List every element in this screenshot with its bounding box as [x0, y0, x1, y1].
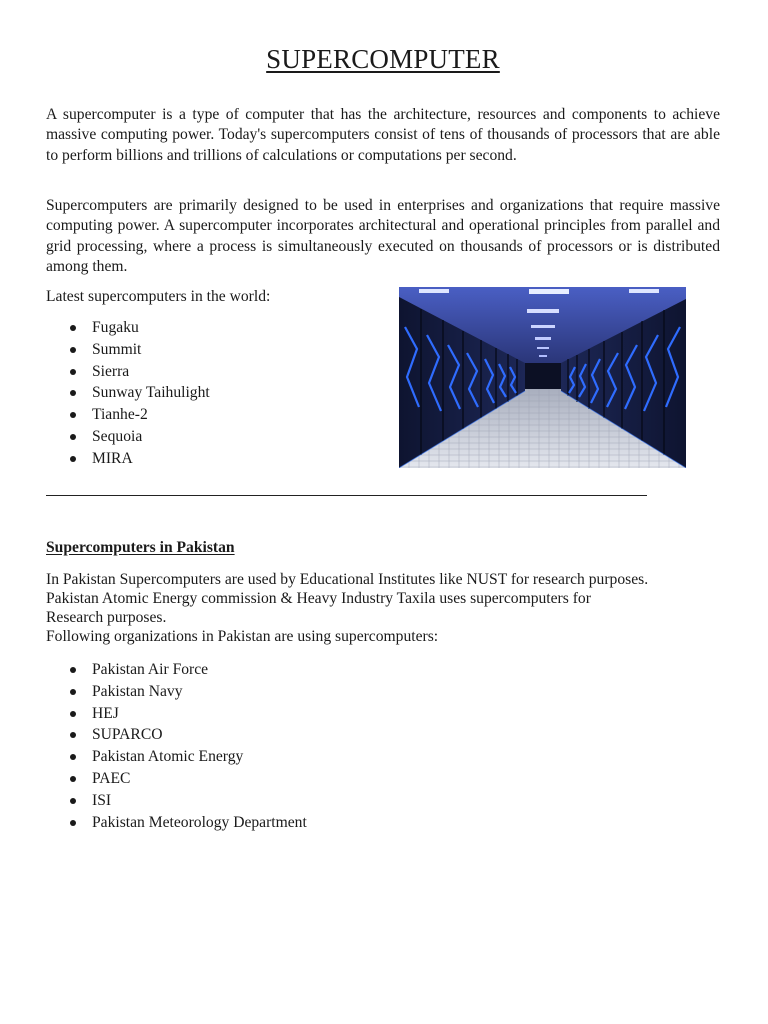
text-line: Research purposes. [46, 609, 167, 626]
list-item: Summit [46, 339, 210, 361]
list-item: Fugaku [46, 317, 210, 339]
bullet-icon [70, 754, 76, 760]
bullet-icon [70, 820, 76, 826]
list-item: Pakistan Meteorology Department [46, 812, 307, 834]
list-item: HEJ [46, 703, 307, 725]
text-line: In Pakistan Supercomputers are used by Educational Institutes like NUST for research purposes. [46, 571, 649, 588]
bullet-icon [70, 689, 76, 695]
latest-supercomputers-list [46, 317, 210, 470]
page-title: SUPERCOMPUTER [266, 44, 500, 74]
list-item: ISI [46, 790, 307, 812]
supercomputer-photo [399, 287, 686, 468]
list-item: MIRA [46, 448, 210, 470]
bullet-icon [70, 667, 76, 673]
text-line: Following organizations in Pakistan are using supercomputers: [46, 628, 439, 645]
bullet-icon [70, 369, 76, 375]
list-item: Tianhe-2 [46, 404, 210, 426]
bullet-icon [70, 390, 76, 396]
list-item: SUPARCO [46, 724, 307, 746]
bullet-icon [70, 732, 76, 738]
bullet-icon [70, 711, 76, 717]
bullet-icon [70, 347, 76, 353]
bullet-icon [70, 434, 76, 440]
intro-paragraph: A supercomputer is a type of computer that has the architecture, resources and components to achieve massive computing power. Today's supercomputers consist of tens of thousands of processors that are able to perform billions and trillions of calculations or computations per second. [46, 106, 720, 164]
list-item: PAEC [46, 768, 307, 790]
list-item: Sequoia [46, 426, 210, 448]
bullet-icon [70, 798, 76, 804]
design-paragraph: Supercomputers are primarily designed to be used in enterprises and organizations that require massive computing power. A supercomputer incorporates architectural and operational principles from parallel and grid processing, where a process is simultaneously executed on thousands of processors or is distributed among them. [46, 197, 720, 275]
list-item: Pakistan Navy [46, 681, 307, 703]
supercomputer-corridor-icon [399, 287, 686, 468]
list-item: Sierra [46, 361, 210, 383]
bullet-icon [70, 456, 76, 462]
bullet-icon [70, 412, 76, 418]
pakistan-organizations-list [46, 659, 307, 833]
section-heading-pakistan: Supercomputers in Pakistan [46, 539, 235, 556]
list-item: Pakistan Air Force [46, 659, 307, 681]
text-line: Pakistan Atomic Energy commission & Heavy Industry Taxila uses supercomputers for [46, 590, 591, 607]
bullet-icon [70, 776, 76, 782]
list-item: Sunway Taihulight [46, 382, 210, 404]
bullet-icon [70, 325, 76, 331]
horizontal-divider [46, 495, 647, 496]
pakistan-paragraph [46, 570, 720, 646]
latest-supercomputers-label: Latest supercomputers in the world: [46, 288, 271, 305]
list-item: Pakistan Atomic Energy [46, 746, 307, 768]
